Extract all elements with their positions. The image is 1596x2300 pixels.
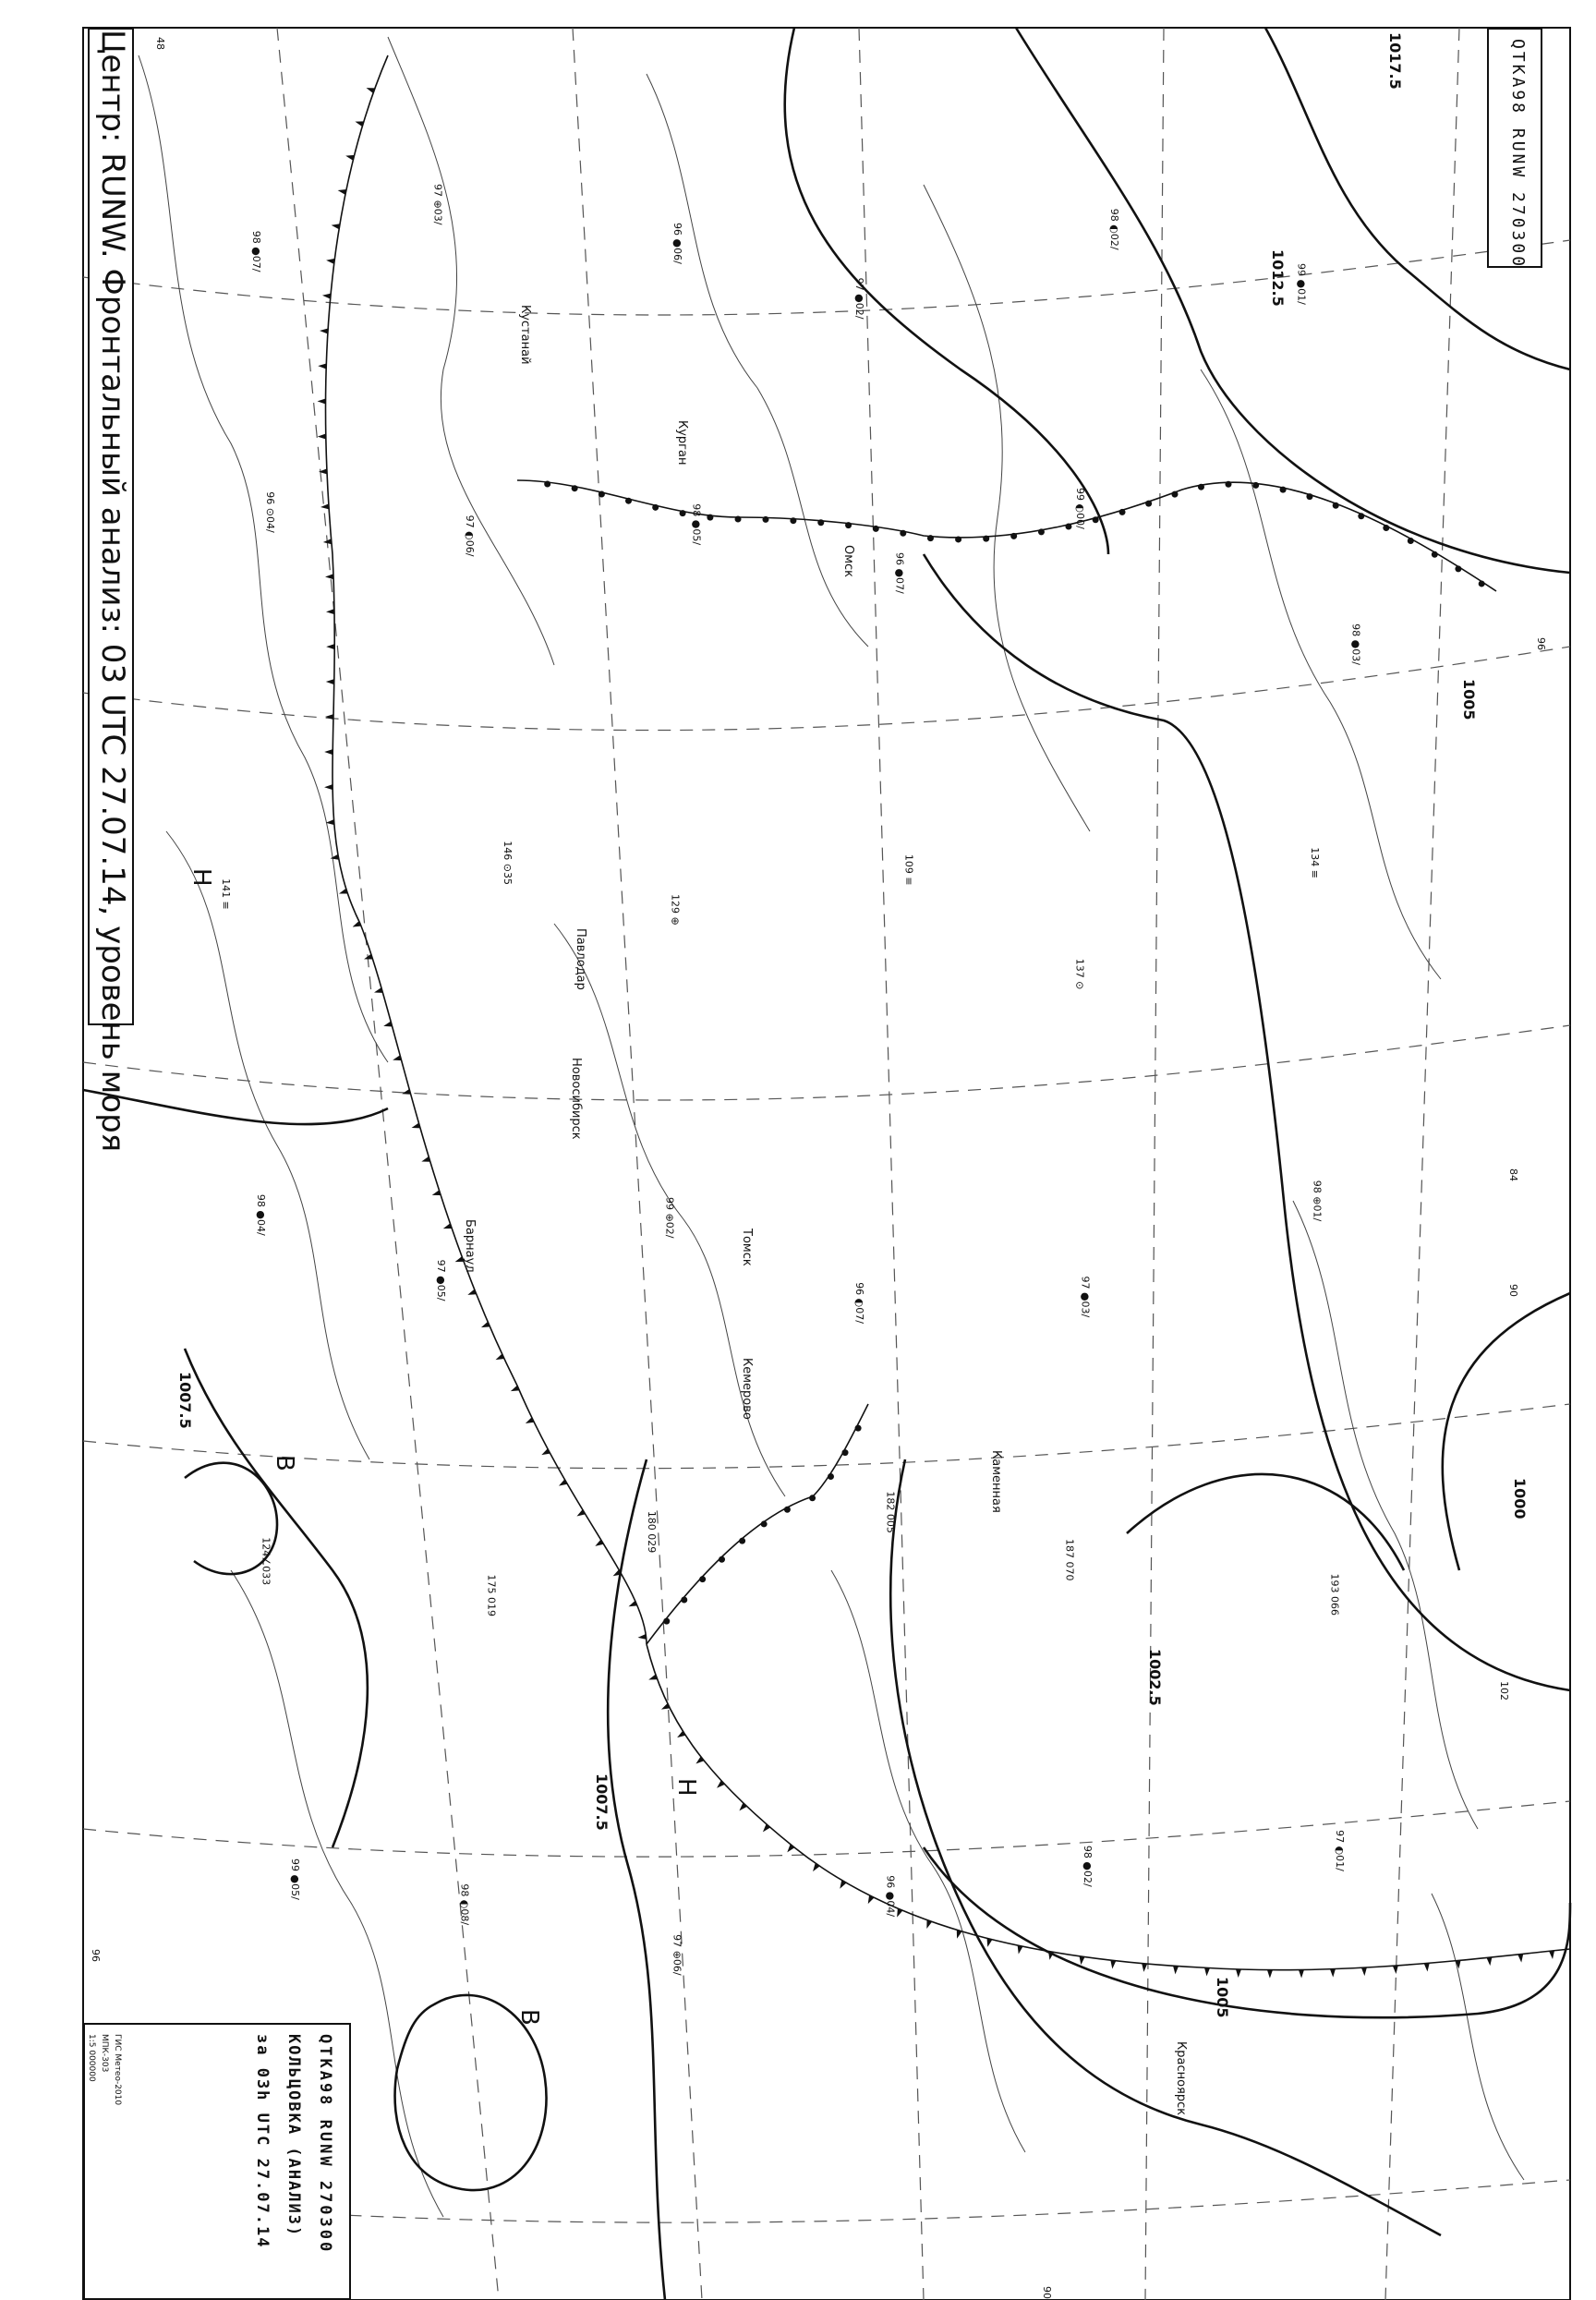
station-plot: 97 ⊕03/ [431,184,444,225]
cold-front-triangle [320,329,328,334]
city-label: Омск [841,545,855,578]
city-label: Красноярск [1174,2041,1188,2116]
city-label: Кустанай [518,305,532,365]
cold-front-triangle [813,1863,820,1871]
edge-number: 90 [1041,2286,1053,2299]
rivers-and-borders [139,37,1524,2217]
isobar-arc [1127,1474,1404,1570]
city-label: Курган [675,420,689,466]
station-plot: 97 ●05/ [434,1259,447,1301]
station-plot: 134 ≡ [1309,847,1322,878]
coordinate-grid [83,28,1570,2300]
cold-front-triangle [1110,1960,1116,1968]
warm-front-semicircle [1198,484,1204,490]
cold-front-triangle [412,1123,420,1129]
front-markers [318,88,1555,1979]
city-label: Барнаул [463,1219,477,1273]
isobar-label: 1002.5 [1146,1649,1164,1706]
cold-front-triangle [318,398,326,404]
station-plot: 97 ⊕06/ [671,1934,683,1976]
warm-front-semicircle [761,1520,768,1527]
station-plot: 124∠033 [260,1537,272,1586]
cold-front-triangle [345,155,354,161]
warm-front-semicircle [1479,580,1485,587]
cold-front-triangle [1204,1967,1210,1976]
station-plot: 98 ⊕01/ [1311,1180,1324,1222]
cold-front-triangle [1299,1969,1304,1978]
cold-front-triangle [325,574,333,579]
cold-front-triangle [595,1540,603,1546]
warm-front-semicircle [983,536,989,542]
warm-front-semicircle [681,1597,687,1604]
station-plot: 175 019 [485,1574,498,1616]
cold-front-triangle [1549,1951,1554,1959]
station-plot: 99 ◐00/ [1073,488,1086,529]
warm-front-semicircle [1225,481,1231,488]
cold-front-triangle [739,1803,746,1811]
station-plot: 96 ●07/ [893,551,906,594]
header-box [1487,28,1542,268]
cold-front-triangle [318,433,326,439]
edge-number: 90 [1507,1284,1519,1297]
cold-front-triangle [324,784,332,790]
cold-front-triangle [374,987,382,993]
cold-front-triangle [322,294,331,299]
station-plot: 97 ●03/ [1079,1276,1092,1318]
warm-front-semicircle [1252,482,1259,489]
warm-front-semicircle [817,519,824,526]
isobar-label: 1007.5 [176,1372,194,1429]
warm-front-semicircle [699,1576,706,1582]
warm-front-semicircle [900,530,906,537]
cold-front-triangle [576,1509,585,1516]
warm-front-semicircle [1145,501,1152,507]
cold-front-triangle [717,1780,725,1787]
cold-front-triangle [402,1089,410,1095]
warm-front-semicircle [680,510,686,516]
cold-front-triangle [338,189,346,195]
station-plot: 98 ●04/ [255,1193,268,1236]
station-plot: 109 ≡ [902,853,915,886]
cold-front-triangle [320,503,329,509]
map-title: Центр: RUNW. Фронтальный анализ: 03 UTC 27.07.14, уровень моря [94,30,131,1153]
isobar-label: 1000 [1511,1478,1529,1519]
city-label: Томск [740,1229,754,1266]
edge-number: 48 [154,37,166,50]
warm-front-semicircle [1383,525,1389,531]
warm-front-semicircle [1010,533,1017,539]
warm-front-semicircle [1306,493,1312,500]
station-plot: 99 ●01/ [1295,263,1308,305]
warm-front-semicircle [784,1507,791,1513]
low-center-1: Н [187,868,215,887]
cold-front-triangle [1393,1966,1398,1974]
isobar-label: 1017.5 [1386,32,1404,90]
warm-front-semicircle [927,535,934,541]
station-plot: 193 066 [1328,1573,1341,1616]
map-frame [83,28,1570,2300]
warm-front-semicircle [625,498,632,504]
station-plot: 96 ⊙04/ [264,491,277,533]
station-plot: 129 ⊕ [669,894,682,926]
cold-front-triangle [695,1757,704,1764]
warm-front-semicircle [735,515,742,522]
city-label: Павлодар [574,928,587,990]
station-plot: 96 ◐07/ [853,1282,866,1324]
warm-front-semicircle [707,514,713,521]
station-plot: 187 070 [1063,1538,1076,1581]
warm-front-semicircle [598,491,605,498]
warm-front-semicircle [1408,538,1414,544]
warm-front-semicircle [652,504,659,511]
isobar-label: 1007.5 [593,1773,611,1831]
cold-front-triangle [1424,1963,1430,1971]
legend-version: МПК-303 [100,2034,109,2073]
city-label: Каменная [989,1450,1003,1513]
station-plot: 98 ◐02/ [1108,208,1121,250]
warm-front-semicircle [1119,509,1126,515]
legend-box [83,2023,351,2300]
warm-front-semicircle [855,1425,862,1432]
cold-front-triangle [326,259,334,264]
station-plot: 96 ●06/ [671,223,683,264]
low-center-2: Н [672,1778,700,1797]
cold-front-triangle [1267,1970,1273,1979]
edge-number: 102 [1498,1681,1510,1701]
warm-front-semicircle [739,1538,745,1544]
warm-front-semicircle [1280,487,1287,493]
warm-front-semicircle [828,1473,834,1480]
cold-front-triangle [1361,1967,1367,1976]
cold-front-triangle [326,679,334,684]
cold-front-triangle [1018,1945,1023,1954]
isobar-label: 1005 [1214,1977,1231,2018]
station-plot: 98 ●07/ [250,230,263,272]
station-plot: 96 ●04/ [884,1875,897,1918]
cold-front-triangle [1173,1966,1179,1974]
cold-front-triangle [787,1844,794,1852]
fronts [326,55,1571,1970]
cold-front-triangle [763,1824,770,1833]
title-box [88,28,134,1153]
warm-front-semicircle [1432,551,1438,558]
isobar-labels [176,32,1529,2018]
legend-software: ГИС Метео-2010 [113,2034,122,2106]
cold-front-triangle [326,609,334,614]
isobar-label: 1012.5 [1269,249,1287,307]
warm-front-semicircle [663,1618,670,1625]
station-plot: 97 ●02/ [853,277,866,320]
cold-front-triangle [1517,1954,1523,1962]
isobar-ring [924,1847,1570,2017]
cold-front-triangle [677,1731,685,1737]
warm-front-semicircle [1358,513,1364,519]
warm-front-semicircle [719,1556,725,1563]
station-plot: 180 029 [646,1510,659,1554]
edge-number: 96 [1535,637,1547,650]
warm-front-semicircle [544,481,550,488]
legend-scale: 1:5 000000 [87,2034,96,2082]
cold-front-triangle [383,1022,392,1027]
city-labels [463,305,1188,2115]
station-plot: 97 ◐06/ [463,514,476,557]
cold-front-triangle [559,1480,567,1486]
city-label: Кемерово [740,1358,754,1420]
warm-front-semicircle [1065,523,1071,529]
cold-front-triangle [840,1880,846,1888]
cold-front-triangle [326,644,334,649]
station-plot: 146 ⊙35 [502,841,514,885]
warm-front-semicircle [790,517,796,524]
station-plots [220,184,1362,1976]
warm-front-semicircle [845,522,852,528]
warm-front-semicircle [873,526,879,532]
warm-front-semicircle [1455,565,1461,572]
cold-front-triangle [318,363,326,369]
isobars [83,28,1570,2300]
legend-time: за 03h UTC 27.07.14 [253,2034,272,2249]
high-center-1: В [271,1455,298,1471]
warm-front-semicircle [1171,491,1178,498]
legend-code: QTKA98 RUNW 270300 [316,2034,334,2255]
station-plot: 137 ⊙ [1073,958,1086,990]
cold-front-triangle [325,714,333,720]
cold-front-triangle [1142,1964,1147,1972]
warm-front-semicircle [955,536,961,542]
isobar-label: 1005 [1460,679,1478,720]
station-plot: 98 ●03/ [1349,623,1362,665]
cold-front-triangle [987,1938,993,1946]
edge-number: 96 [90,1949,102,1962]
high-center-2: В [515,2009,543,2026]
cold-front-triangle [1048,1952,1054,1960]
station-plot: 97 ◐01/ [1333,1830,1346,1871]
warm-front-semicircle [762,516,768,523]
warm-front-semicircle [809,1495,816,1501]
cold-front-triangle [1080,1956,1085,1965]
cold-front-triangle [1236,1969,1241,1978]
warm-front-semicircle [572,485,578,491]
cold-front-triangle [331,854,339,860]
cold-front-triangle [393,1055,401,1060]
station-plot: 141 ≡ [219,878,232,910]
edge-numbers [90,37,1547,2299]
cold-front-triangle [324,749,332,755]
station-plot: 98 ●02/ [1081,1845,1094,1887]
cold-front-triangle [638,1634,647,1640]
cold-front-triangle [1330,1969,1336,1978]
bulletin-code: QTKA98 RUNW 270300 [1508,39,1528,270]
legend-type: КОЛЬЦОВКА (АНАЛИЗ) [284,2034,303,2238]
cold-front-triangle [332,224,340,229]
station-plot: 182 005 [884,1491,897,1533]
station-plot: 98 ◐08/ [458,1883,471,1926]
station-plot: 99 ●05/ [288,1858,301,1900]
cold-front-triangle [1486,1957,1492,1966]
warm-front-semicircle [842,1449,849,1456]
warm-front-semicircle [1333,502,1339,509]
warm-front-semicircle [1093,516,1099,523]
edge-number: 84 [1507,1168,1519,1181]
warm-front-semicircle [1038,528,1045,535]
station-plot: 99 ⊕02/ [663,1197,676,1239]
station-plot: 98 ●05/ [690,503,703,546]
city-label: Новосибирск [569,1058,583,1140]
